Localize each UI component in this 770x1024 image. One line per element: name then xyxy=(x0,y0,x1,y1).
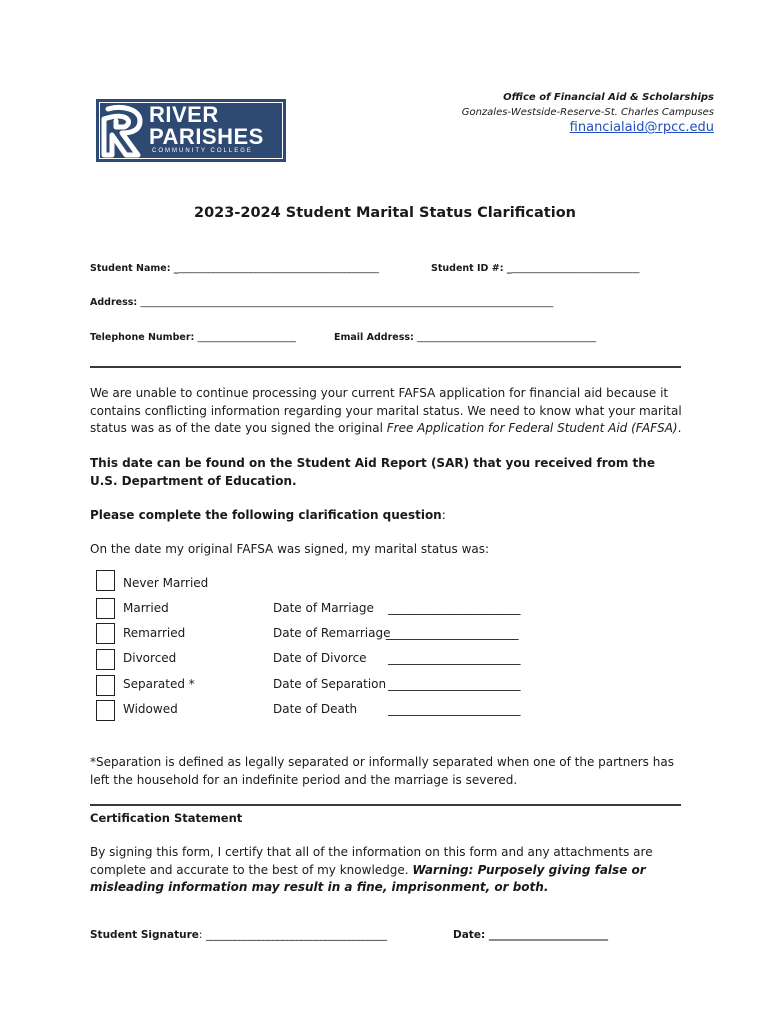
fafsa-name: Free Application for Federal Student Aid (FAFSA) xyxy=(386,421,678,435)
intro-end: . xyxy=(677,421,682,435)
intro-text: We are unable to continue processing your current FAFSA application for financial aid because it contains conflicting information regarding your marital status. We need to know what your marital status was as of the date you signed the original xyxy=(90,386,682,435)
date-label-remarriage: Date of Remarriage xyxy=(273,626,391,640)
checkbox-married[interactable] xyxy=(96,598,115,619)
telephone-blank[interactable]: _______________________ xyxy=(197,332,296,343)
certification-heading: Certification Statement xyxy=(90,811,243,825)
page-title: 2023-2024 Student Marital Status Clarification xyxy=(194,205,576,221)
telephone-label: Telephone Number: xyxy=(90,332,195,343)
signature-date-blank[interactable]: _________________________ xyxy=(488,929,608,941)
option-label-widowed: Widowed xyxy=(123,702,178,716)
student-id-field[interactable] xyxy=(431,263,639,274)
certification-text: By signing this form, I certify that all of the information on this form and any attachments are complete and accurate to the best of my knowledge. xyxy=(90,845,653,877)
contact-email-link[interactable]: financialaid@rpcc.edu xyxy=(569,120,714,135)
student-name-field[interactable] xyxy=(90,263,378,274)
checkbox-never-married[interactable] xyxy=(96,570,115,591)
address-label: Address: xyxy=(90,297,138,308)
student-name-blank[interactable]: _______________________________________________ xyxy=(178,263,379,274)
signature-date-label: Date: xyxy=(453,929,486,941)
date-blank-divorce[interactable]: ________________________ xyxy=(388,651,520,665)
date-blank-separation[interactable]: ________________________ xyxy=(388,677,520,691)
date-blank-death[interactable]: ________________________ xyxy=(388,702,520,716)
option-label-divorced: Divorced xyxy=(123,651,177,665)
certification-paragraph xyxy=(90,844,685,897)
college-logo xyxy=(96,99,286,162)
email-label: Email Address: xyxy=(334,332,414,343)
student-name-label: Student Name: _ xyxy=(90,263,179,274)
option-label-separated: Separated * xyxy=(123,677,195,691)
checkbox-divorced[interactable] xyxy=(96,649,115,670)
date-label-divorce: Date of Divorce xyxy=(273,651,367,665)
logo-text-river: RIVER xyxy=(149,102,219,127)
intro-paragraph xyxy=(90,385,685,438)
date-blank-marriage[interactable]: ________________________ xyxy=(388,601,520,615)
signature-label: Student Signature xyxy=(90,929,199,941)
separation-footnote: *Separation is defined as legally separated or informally separated when one of the partners has left the household for an indefinite period and the marriage is severed. xyxy=(90,755,674,787)
student-id-label: Student ID #: _ xyxy=(431,263,512,274)
signature-blank[interactable]: ______________________________________ xyxy=(206,929,387,941)
signature-date-field[interactable] xyxy=(453,929,608,941)
sar-note: This date can be found on the Student Aid Report (SAR) that you received from the U.S. Department of Education. xyxy=(90,456,655,488)
email-blank[interactable]: __________________________________________ xyxy=(417,332,596,343)
option-label-married: Married xyxy=(123,601,169,615)
option-label-remarried: Remarried xyxy=(123,626,186,640)
checkbox-separated[interactable] xyxy=(96,675,115,696)
divider-top xyxy=(90,366,681,368)
logo-r-mark-icon xyxy=(100,103,148,158)
telephone-field[interactable] xyxy=(90,332,295,343)
email-field[interactable] xyxy=(334,332,596,343)
student-id-blank[interactable]: ______________________________ xyxy=(511,263,640,274)
signature-field[interactable] xyxy=(90,929,387,941)
office-info xyxy=(462,90,714,120)
office-title: Office of Financial Aid & Scholarships xyxy=(503,92,714,103)
campuses-line: Gonzales-Westside-Reserve-St. Charles Campuses xyxy=(461,107,714,118)
date-blank-remarriage[interactable]: ________________________ xyxy=(386,626,518,640)
date-label-separation: Date of Separation xyxy=(273,677,387,691)
date-label-marriage: Date of Marriage xyxy=(273,601,374,615)
divider-certification xyxy=(90,804,681,806)
signature-colon: : xyxy=(198,929,203,941)
logo-text-parishes: PARISHES xyxy=(149,124,264,149)
checkbox-widowed[interactable] xyxy=(96,700,115,721)
address-field[interactable] xyxy=(90,297,553,308)
instruction-text: Please complete the following clarification question xyxy=(90,508,442,522)
instruction-colon: : xyxy=(441,508,446,522)
instruction xyxy=(90,507,690,525)
marital-question: On the date my original FAFSA was signed, my marital status was: xyxy=(90,542,490,556)
date-label-death: Date of Death xyxy=(273,702,358,716)
logo-subtitle: COMMUNITY COLLEGE xyxy=(152,148,253,154)
option-label-never-married: Never Married xyxy=(123,576,209,590)
address-blank[interactable]: _________________________________________________________________________________________________ xyxy=(140,297,553,308)
certification-warning: Warning: Purposely giving false or misleading information may result in a fine, imprisonment, or both. xyxy=(90,862,646,894)
checkbox-remarried[interactable] xyxy=(96,623,115,644)
